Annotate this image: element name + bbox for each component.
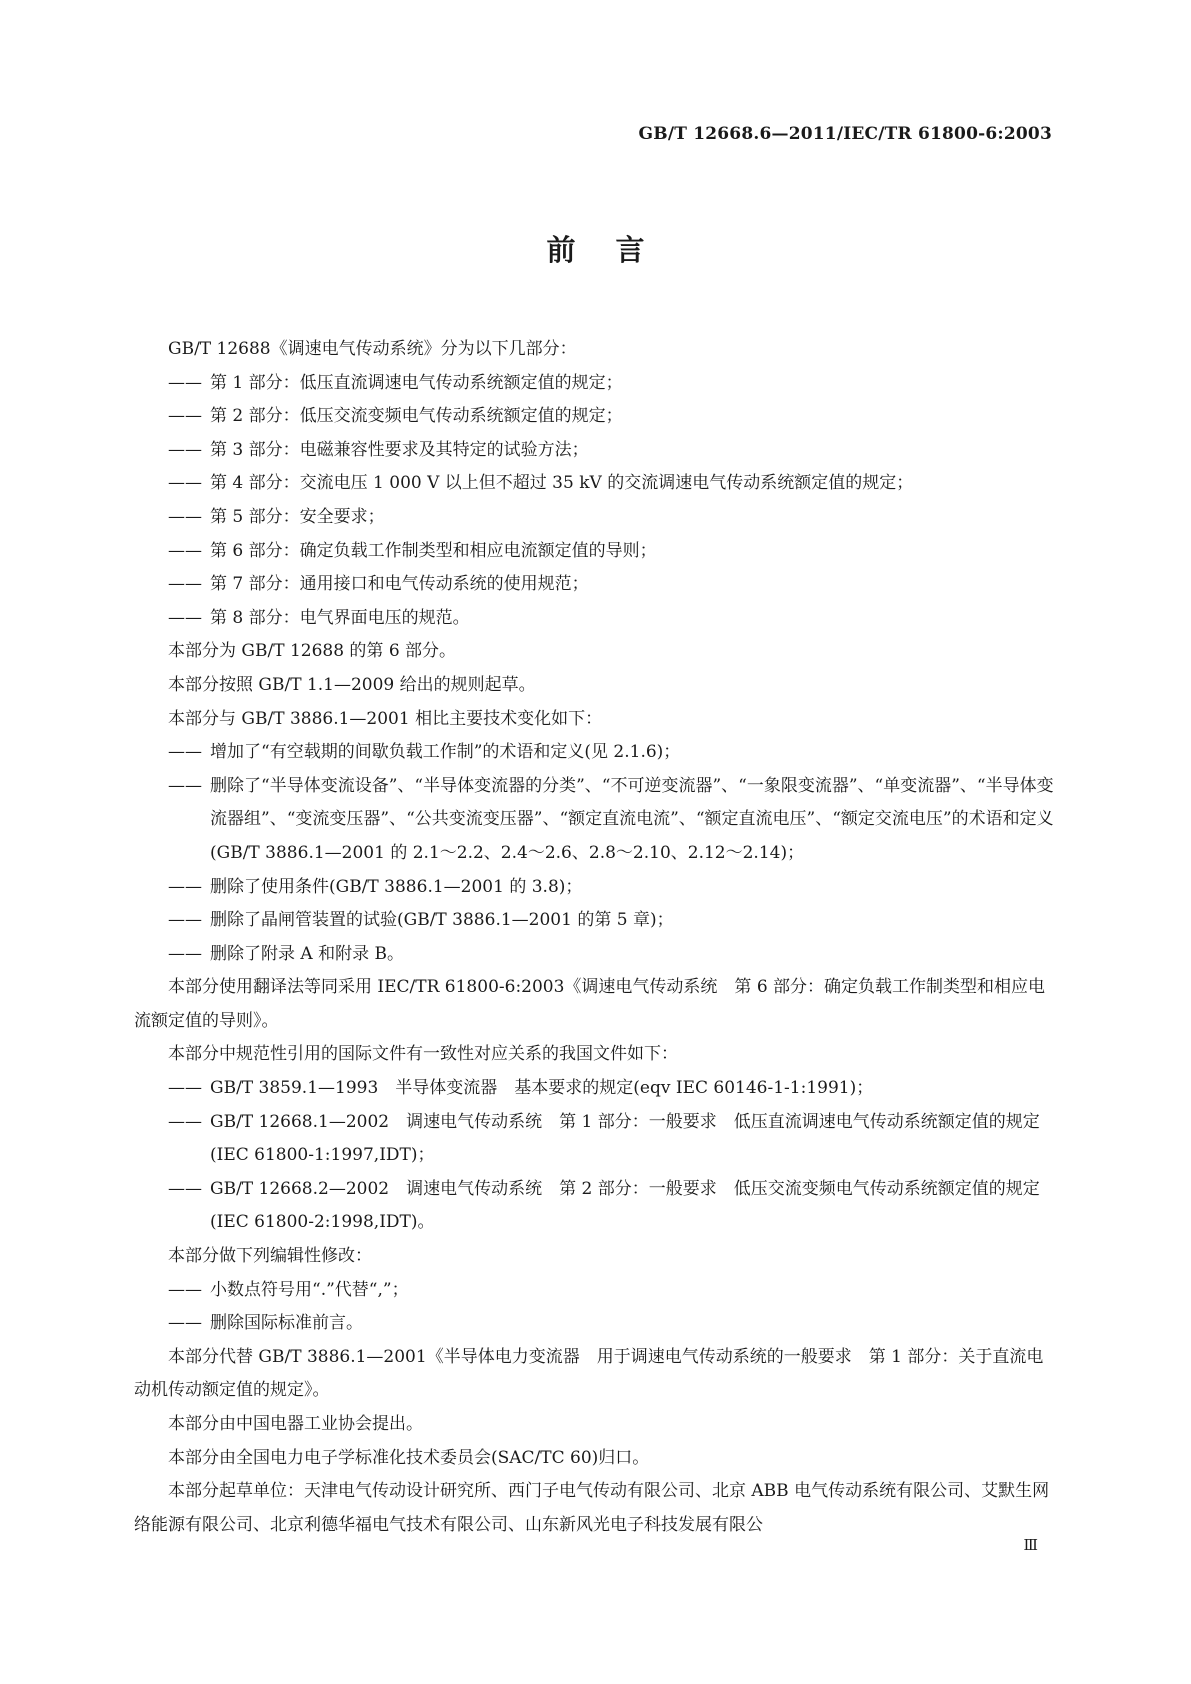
text: 本部分代替 GB/T 3886.1—2001《半导体电力变流器 用于调速电气传动系统的一般要求 第 1 部分：关于直流电动机传动额定值的规定》。 xyxy=(134,1346,1044,1401)
paragraph xyxy=(134,1240,1060,1274)
paragraph xyxy=(134,333,1060,367)
list-item xyxy=(134,1274,1060,1308)
text: 本部分起草单位：天津电气传动设计研究所、西门子电气传动有限公司、北京 ABB 电气传动系统有限公司、艾默生网络能源有限公司、北京利德华福电气技术有限公司、山东新风光电子科技发展有限公 xyxy=(134,1481,1050,1535)
list-item xyxy=(134,568,1060,602)
text: 小数点符号用“.”代替“,”； xyxy=(210,1279,409,1300)
list-dash: —— xyxy=(168,540,202,561)
list-item xyxy=(134,535,1060,569)
text: 本部分使用翻译法等同采用 IEC/TR 61800-6:2003《调速电气传动系统 第 6 部分：确定负载工作制类型和相应电流额定值的导则》。 xyxy=(134,977,1046,1031)
list-dash: —— xyxy=(168,742,202,763)
list-dash: —— xyxy=(168,1078,202,1099)
text: 本部分与 GB/T 3886.1—2001 相比主要技术变化如下： xyxy=(168,708,603,729)
page-number: Ⅲ xyxy=(1023,1536,1038,1554)
list-item xyxy=(134,367,1060,401)
list-dash: —— xyxy=(168,607,202,628)
list-item xyxy=(134,1072,1060,1106)
list-dash: —— xyxy=(168,1111,202,1132)
text: GB/T 3859.1—1993 半导体变流器 基本要求的规定(eqv IEC 60146-1-1:1991)； xyxy=(210,1078,874,1099)
list-item xyxy=(134,1173,1060,1240)
text: 本部分按照 GB/T 1.1—2009 给出的规则起草。 xyxy=(168,674,536,695)
text: 删除了晶闸管装置的试验(GB/T 3886.1—2001 的第 5 章)； xyxy=(210,910,674,931)
paragraph xyxy=(134,635,1060,669)
text: GB/T 12688《调速电气传动系统》分为以下几部分： xyxy=(168,339,577,359)
paragraph xyxy=(134,1475,1060,1542)
list-dash: —— xyxy=(168,473,202,494)
list-item xyxy=(134,467,1060,501)
text: 第 1 部分：低压直流调速电气传动系统额定值的规定； xyxy=(210,372,623,393)
list-item xyxy=(134,1106,1060,1173)
text: 本部分中规范性引用的国际文件有一致性对应关系的我国文件如下： xyxy=(168,1044,678,1065)
text: 第 4 部分：交流电压 1 000 V 以上但不超过 35 kV 的交流调速电气传动系统额定值的规定； xyxy=(210,473,914,494)
list-dash: —— xyxy=(168,943,202,964)
paragraph xyxy=(134,1341,1060,1408)
text: 本部分为 GB/T 12688 的第 6 部分。 xyxy=(168,641,457,662)
standard-number-header: GB/T 12668.6—2011/IEC/TR 61800-6:2003 xyxy=(638,124,1052,144)
list-dash: —— xyxy=(168,876,202,897)
list-dash: —— xyxy=(168,439,202,460)
text: 第 8 部分：电气界面电压的规范。 xyxy=(210,607,470,628)
text: 删除了附录 A 和附录 B。 xyxy=(210,943,404,964)
list-dash: —— xyxy=(168,1279,202,1300)
list-dash: —— xyxy=(168,406,202,427)
list-dash: —— xyxy=(168,1313,202,1334)
text: 第 5 部分：安全要求； xyxy=(210,506,385,527)
list-item xyxy=(134,501,1060,535)
text: 删除了“半导体变流设备”、“半导体变流器的分类”、“不可逆变流器”、“一象限变流器”、“单变流器”、“半导体变流器组”、“变流变压器”、“公共变流变压器”、“额定直流电流”、“额定直流电压”、“额定交流电压”的术语和定义(GB/T 3886.1—2001 的 2.1～2.2、2.4～2.6、2.8～2.10、2.12～2.14)； xyxy=(210,775,1054,863)
list-dash: —— xyxy=(168,775,202,796)
text: 本部分由中国电器工业协会提出。 xyxy=(168,1414,423,1434)
list-item xyxy=(134,871,1060,905)
foreword-body xyxy=(134,333,1060,1542)
text: 本部分由全国电力电子学标准化技术委员会(SAC/TC 60)归口。 xyxy=(168,1447,650,1468)
text: 删除了使用条件(GB/T 3886.1—2001 的 3.8)； xyxy=(210,876,583,897)
paragraph xyxy=(134,1442,1060,1476)
list-dash: —— xyxy=(168,1178,202,1199)
page-title: 前言 xyxy=(546,233,685,267)
list-item xyxy=(134,602,1060,636)
text: GB/T 12668.1—2002 调速电气传动系统 第 1 部分：一般要求 低压直流调速电气传动系统额定值的规定(IEC 61800-1:1997,IDT)； xyxy=(210,1111,1040,1166)
text: 删除国际标准前言。 xyxy=(210,1313,363,1334)
list-item xyxy=(134,770,1060,871)
list-item xyxy=(134,400,1060,434)
text: GB/T 12668.2—2002 调速电气传动系统 第 2 部分：一般要求 低压交流变频电气传动系统额定值的规定(IEC 61800-2:1998,IDT)。 xyxy=(210,1178,1040,1233)
list-item xyxy=(134,434,1060,468)
list-dash: —— xyxy=(168,506,202,527)
list-item xyxy=(134,736,1060,770)
paragraph xyxy=(134,1408,1060,1442)
text: 第 2 部分：低压交流变频电气传动系统额定值的规定； xyxy=(210,406,623,427)
text: 第 7 部分：通用接口和电气传动系统的使用规范； xyxy=(210,574,589,595)
text: 本部分做下列编辑性修改： xyxy=(168,1246,372,1267)
list-dash: —— xyxy=(168,910,202,931)
list-item xyxy=(134,1307,1060,1341)
paragraph xyxy=(134,669,1060,703)
paragraph xyxy=(134,971,1060,1038)
text: 第 6 部分：确定负载工作制类型和相应电流额定值的导则； xyxy=(210,540,657,561)
list-dash: —— xyxy=(168,372,202,393)
list-dash: —— xyxy=(168,574,202,595)
paragraph xyxy=(134,1038,1060,1072)
list-item xyxy=(134,938,1060,972)
paragraph xyxy=(134,703,1060,737)
text: 增加了“有空载期的间歇负载工作制”的术语和定义(见 2.1.6)； xyxy=(210,742,681,763)
list-item xyxy=(134,904,1060,938)
text: 第 3 部分：电磁兼容性要求及其特定的试验方法； xyxy=(210,439,589,460)
